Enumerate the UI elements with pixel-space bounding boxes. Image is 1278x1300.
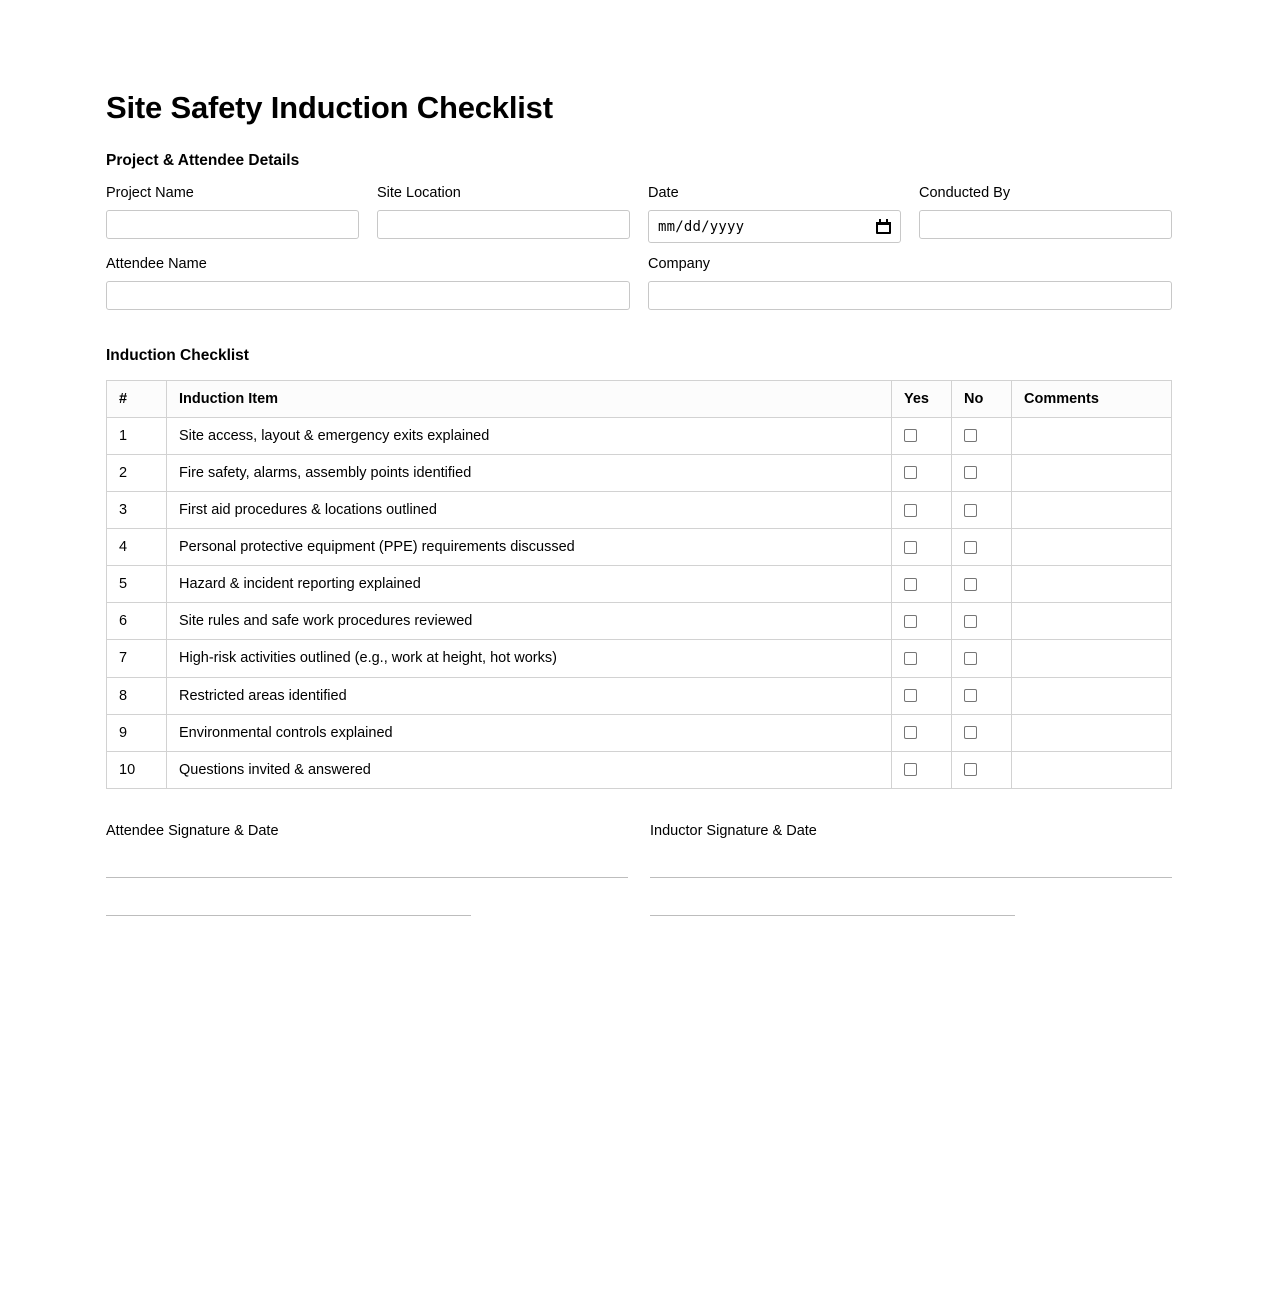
row-number: 9 <box>107 714 167 751</box>
comment-cell[interactable] <box>1012 603 1172 640</box>
comment-cell[interactable] <box>1012 566 1172 603</box>
no-cell <box>952 640 1012 677</box>
table-row <box>107 566 1172 603</box>
row-number: 8 <box>107 677 167 714</box>
table-row <box>107 714 1172 751</box>
field-date <box>648 184 901 243</box>
no-checkbox[interactable] <box>964 763 977 776</box>
column-header-item: Induction Item <box>167 380 892 417</box>
row-number: 6 <box>107 603 167 640</box>
yes-checkbox[interactable] <box>904 429 917 442</box>
site-location-input[interactable] <box>377 210 630 239</box>
field-company <box>648 255 1172 310</box>
field-site-location <box>377 184 630 243</box>
yes-cell <box>892 714 952 751</box>
comment-cell[interactable] <box>1012 714 1172 751</box>
company-input[interactable] <box>648 281 1172 310</box>
no-checkbox[interactable] <box>964 466 977 479</box>
no-checkbox[interactable] <box>964 541 977 554</box>
comment-cell[interactable] <box>1012 491 1172 528</box>
no-checkbox[interactable] <box>964 652 977 665</box>
yes-cell <box>892 566 952 603</box>
no-cell <box>952 566 1012 603</box>
table-row <box>107 491 1172 528</box>
comment-cell[interactable] <box>1012 529 1172 566</box>
table-row <box>107 603 1172 640</box>
label-conducted-by: Conducted By <box>919 185 1011 202</box>
yes-cell <box>892 603 952 640</box>
yes-checkbox[interactable] <box>904 689 917 702</box>
conducted-by-input[interactable] <box>919 210 1172 239</box>
no-checkbox[interactable] <box>964 726 977 739</box>
yes-checkbox[interactable] <box>904 726 917 739</box>
attendee-name-input[interactable] <box>106 281 630 310</box>
comment-cell[interactable] <box>1012 751 1172 788</box>
yes-cell <box>892 640 952 677</box>
induction-item-text: Site access, layout & emergency exits explained <box>167 417 892 454</box>
column-header-number: # <box>107 380 167 417</box>
page-title: Site Safety Induction Checklist <box>106 90 553 125</box>
comment-cell[interactable] <box>1012 454 1172 491</box>
no-cell <box>952 751 1012 788</box>
column-header-comments: Comments <box>1012 380 1172 417</box>
yes-checkbox[interactable] <box>904 578 917 591</box>
yes-checkbox[interactable] <box>904 763 917 776</box>
attendee-signature-block <box>106 822 628 916</box>
no-checkbox[interactable] <box>964 504 977 517</box>
row-number: 4 <box>107 529 167 566</box>
label-project-name: Project Name <box>106 185 194 202</box>
signatures-section <box>106 822 1172 916</box>
no-cell <box>952 714 1012 751</box>
table-row <box>107 417 1172 454</box>
no-checkbox[interactable] <box>964 429 977 442</box>
induction-item-text: Environmental controls explained <box>167 714 892 751</box>
attendee-signature-line[interactable] <box>106 877 628 878</box>
yes-checkbox[interactable] <box>904 615 917 628</box>
yes-cell <box>892 417 952 454</box>
table-header-row <box>107 380 1172 417</box>
inductor-signature-line[interactable] <box>650 877 1172 878</box>
inductor-signature-block <box>650 822 1172 916</box>
section-heading-details: Project & Attendee Details <box>106 151 300 169</box>
induction-item-text: Site rules and safe work procedures reviewed <box>167 603 892 640</box>
date-input-wrapper <box>648 210 901 243</box>
yes-checkbox[interactable] <box>904 504 917 517</box>
project-name-input[interactable] <box>106 210 359 239</box>
no-cell <box>952 529 1012 566</box>
row-number: 1 <box>107 417 167 454</box>
column-header-yes: Yes <box>892 380 952 417</box>
table-row <box>107 529 1172 566</box>
yes-cell <box>892 751 952 788</box>
attendee-signature-label: Attendee Signature & Date <box>106 822 279 839</box>
yes-checkbox[interactable] <box>904 652 917 665</box>
row-number: 5 <box>107 566 167 603</box>
yes-cell <box>892 454 952 491</box>
label-date: Date <box>648 185 679 202</box>
table-row <box>107 640 1172 677</box>
no-cell <box>952 491 1012 528</box>
yes-cell <box>892 491 952 528</box>
comment-cell[interactable] <box>1012 677 1172 714</box>
induction-item-text: Restricted areas identified <box>167 677 892 714</box>
table-body <box>107 417 1172 788</box>
calendar-icon[interactable] <box>876 219 891 234</box>
induction-item-text: Fire safety, alarms, assembly points identified <box>167 454 892 491</box>
induction-item-text: Hazard & incident reporting explained <box>167 566 892 603</box>
no-cell <box>952 417 1012 454</box>
row-number: 2 <box>107 454 167 491</box>
field-attendee-name <box>106 255 630 310</box>
no-cell <box>952 603 1012 640</box>
induction-item-text: Personal protective equipment (PPE) requirements discussed <box>167 529 892 566</box>
comment-cell[interactable] <box>1012 417 1172 454</box>
row-number: 3 <box>107 491 167 528</box>
date-input[interactable] <box>648 210 901 243</box>
table-header <box>107 380 1172 417</box>
section-heading-checklist: Induction Checklist <box>106 346 249 364</box>
no-checkbox[interactable] <box>964 578 977 591</box>
attendee-date-line[interactable] <box>106 915 471 916</box>
column-header-no: No <box>952 380 1012 417</box>
inductor-signature-label: Inductor Signature & Date <box>650 822 817 839</box>
project-attendee-details-form <box>106 184 1172 310</box>
induction-checklist-table <box>106 380 1172 789</box>
field-conducted-by <box>919 184 1172 243</box>
label-attendee-name: Attendee Name <box>106 256 207 273</box>
yes-checkbox[interactable] <box>904 541 917 554</box>
no-cell <box>952 677 1012 714</box>
yes-cell <box>892 677 952 714</box>
table-row <box>107 454 1172 491</box>
label-site-location: Site Location <box>377 185 461 202</box>
induction-item-text: High-risk activities outlined (e.g., work at height, hot works) <box>167 640 892 677</box>
table-row <box>107 677 1172 714</box>
comment-cell[interactable] <box>1012 640 1172 677</box>
label-company: Company <box>648 256 711 273</box>
induction-item-text: First aid procedures & locations outlined <box>167 491 892 528</box>
field-project-name <box>106 184 359 243</box>
induction-item-text: Questions invited & answered <box>167 751 892 788</box>
yes-checkbox[interactable] <box>904 466 917 479</box>
row-number: 7 <box>107 640 167 677</box>
no-cell <box>952 454 1012 491</box>
table-row <box>107 751 1172 788</box>
yes-cell <box>892 529 952 566</box>
row-number: 10 <box>107 751 167 788</box>
date-placeholder-text: mm/dd/yyyy <box>658 218 745 235</box>
inductor-date-line[interactable] <box>650 915 1015 916</box>
no-checkbox[interactable] <box>964 689 977 702</box>
no-checkbox[interactable] <box>964 615 977 628</box>
